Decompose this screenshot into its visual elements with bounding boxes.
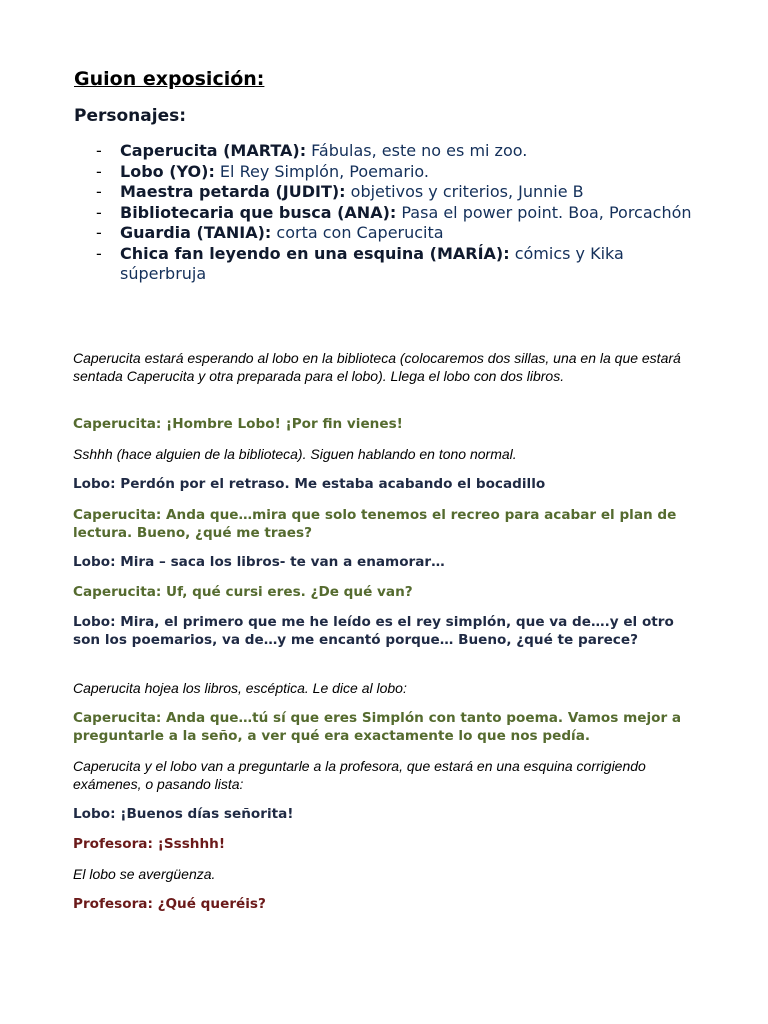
character-desc: cómics y Kika súperbruja	[120, 243, 624, 283]
dialogue-lobo: Lobo: Mira, el primero que me he leído es el rey simplón, que va de….y el otro son los poemarios, va de…y me encantó porque… Bueno, ¿qué te parece?	[73, 614, 674, 648]
character-name: Bibliotecaria que busca (ANA):	[120, 202, 397, 222]
list-dash: -	[96, 182, 102, 201]
dialogue-lobo: Lobo: Perdón por el retraso. Me estaba acabando el bocadillo	[73, 476, 546, 492]
character-item	[96, 203, 696, 224]
list-dash: -	[96, 243, 102, 263]
character-name: Maestra petarda (JUDIT):	[120, 182, 346, 201]
character-desc: objetivos y criterios, Junnie B	[345, 182, 584, 201]
stage-direction: El lobo se avergüenza.	[73, 866, 216, 882]
stage-direction: Caperucita estará esperando al lobo en la biblioteca (colocaremos dos sillas, una en la que estará sentada Caperucita y otra preparada para el lobo). Llega el lobo con dos libros.	[73, 350, 681, 384]
character-desc: Fábulas, este no es mi zoo.	[306, 141, 528, 160]
dialogue-caperucita: Caperucita: Uf, qué cursi eres. ¿De qué van?	[73, 584, 413, 600]
character-name: Caperucita (MARTA):	[120, 141, 307, 160]
dialogue-profesora: Profesora: ¡Ssshhh!	[73, 836, 226, 852]
character-desc: corta con Caperucita	[271, 223, 444, 242]
list-dash: -	[96, 223, 102, 242]
character-name: Chica fan leyendo en una esquina (MARÍA):	[120, 243, 510, 263]
character-name: Guardia (TANIA):	[120, 223, 272, 242]
character-item	[96, 244, 696, 285]
list-dash: -	[96, 141, 102, 160]
character-desc: El Rey Simplón, Poemario.	[214, 161, 429, 181]
list-dash: -	[96, 202, 102, 222]
dialogue-profesora: Profesora: ¿Qué queréis?	[73, 896, 266, 912]
document-title: Guion exposición:	[74, 68, 265, 90]
character-name: Lobo (YO):	[120, 161, 215, 181]
stage-direction: Caperucita hojea los libros, escéptica. Le dice al lobo:	[73, 680, 407, 696]
dialogue-lobo: Lobo: ¡Buenos días señorita!	[73, 806, 294, 822]
stage-direction: Sshhh (hace alguien de la biblioteca). Siguen hablando en tono normal.	[73, 446, 517, 462]
dialogue-caperucita: Caperucita: ¡Hombre Lobo! ¡Por fin vienes!	[73, 416, 403, 432]
character-desc: Pasa el power point. Boa, Porcachón	[396, 202, 692, 222]
character-item	[96, 162, 696, 183]
list-dash: -	[96, 161, 102, 181]
dialogue-lobo: Lobo: Mira – saca los libros- te van a enamorar…	[73, 554, 445, 570]
characters-list	[96, 141, 696, 285]
dialogue-caperucita: Caperucita: Anda que…tú sí que eres Simplón con tanto poema. Vamos mejor a preguntarle a la seño, a ver qué era exactamente lo que nos pedía.	[73, 710, 682, 744]
dialogue-caperucita: Caperucita: Anda que…mira que solo tenemos el recreo para acabar el plan de lectura. Bueno, ¿qué me traes?	[73, 507, 677, 541]
character-item	[96, 141, 696, 162]
character-item	[96, 182, 696, 203]
characters-heading: Personajes:	[74, 106, 187, 126]
stage-direction: Caperucita y el lobo van a preguntarle a la profesora, que estará en una esquina corrigiendo exámenes, o pasando lista:	[73, 758, 646, 792]
character-item	[96, 223, 696, 244]
